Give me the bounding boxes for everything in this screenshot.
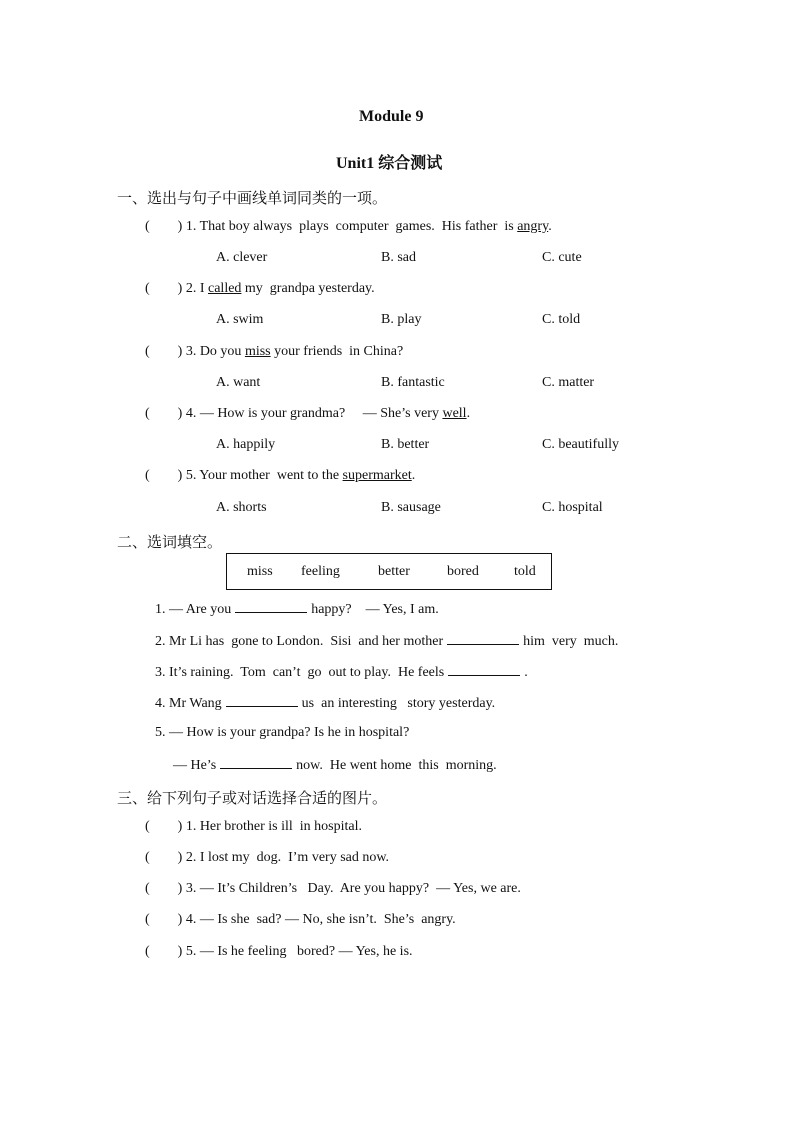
s2-line-4: 4. Mr Wang us an interesting story yesterday. [155, 696, 496, 711]
answer-blank[interactable] [448, 663, 520, 676]
s1-q3-option-b: B. fantastic [381, 375, 445, 390]
word-bank-box [226, 553, 552, 590]
word-bank-word: better [378, 564, 410, 579]
s1-q5-option-c: C. hospital [542, 500, 603, 515]
s3-item-2: ( ) 2. I lost my dog. I’m very sad now. [145, 850, 390, 865]
s1-q4-option-c: C. beautifully [542, 437, 619, 452]
s1-question-1: ( ) 1. That boy always plays computer games. His father is angry. [145, 219, 552, 234]
section3-heading: 三、给下列句子或对话选择合适的图片。 [117, 789, 388, 807]
section1-heading: 一、选出与句子中画线单词同类的一项。 [117, 189, 388, 207]
s2-line-5: 5. — How is your grandpa? Is he in hospital? [155, 725, 410, 740]
s1-q4-option-a: A. happily [216, 437, 276, 452]
s1-question-5: ( ) 5. Your mother went to the supermarket. [145, 468, 416, 483]
section2-heading: 二、选词填空。 [117, 533, 223, 551]
s2-line-5-answer: — He’s now. He went home this morning. [173, 758, 497, 773]
s2-line-1: 1. — Are you happy? — Yes, I am. [155, 602, 439, 617]
s1-question-2: ( ) 2. I called my grandpa yesterday. [145, 281, 375, 296]
s2-line-2: 2. Mr Li has gone to London. Sisi and her mother him very much. [155, 634, 619, 649]
answer-blank[interactable] [226, 694, 298, 707]
word-bank-word: told [514, 564, 536, 579]
s1-q3-option-c: C. matter [542, 375, 595, 390]
s1-q1-option-c: C. cute [542, 250, 582, 265]
s1-q2-option-b: B. play [381, 312, 422, 327]
s1-q5-option-b: B. sausage [381, 500, 441, 515]
s3-item-5: ( ) 5. — Is he feeling bored? — Yes, he is. [145, 944, 413, 959]
answer-blank[interactable] [220, 756, 292, 769]
s3-item-3: ( ) 3. — It’s Children’s Day. Are you happy? — Yes, we are. [145, 881, 521, 896]
s1-q5-option-a: A. shorts [216, 500, 267, 515]
s2-line-3: 3. It’s raining. Tom can’t go out to play. He feels . [155, 665, 528, 680]
s1-q1-option-a: A. clever [216, 250, 268, 265]
answer-blank[interactable] [447, 632, 519, 645]
s3-item-1: ( ) 1. Her brother is ill in hospital. [145, 819, 362, 834]
module-title: Module 9 [359, 108, 424, 125]
s1-question-4: ( ) 4. — How is your grandma? — She’s very well. [145, 406, 471, 421]
s1-question-3: ( ) 3. Do you miss your friends in China? [145, 344, 404, 359]
s1-q1-option-b: B. sad [381, 250, 416, 265]
s1-q2-option-c: C. told [542, 312, 581, 327]
word-bank-word: feeling [301, 564, 340, 579]
s1-q3-option-a: A. want [216, 375, 261, 390]
s1-q2-option-a: A. swim [216, 312, 264, 327]
answer-blank[interactable] [235, 600, 307, 613]
s3-item-4: ( ) 4. — Is she sad? — No, she isn’t. She’s angry. [145, 912, 456, 927]
s1-q4-option-b: B. better [381, 437, 430, 452]
word-bank-word: miss [247, 564, 273, 579]
unit-title: Unit1 综合测试 [336, 155, 443, 172]
word-bank-word: bored [447, 564, 479, 579]
